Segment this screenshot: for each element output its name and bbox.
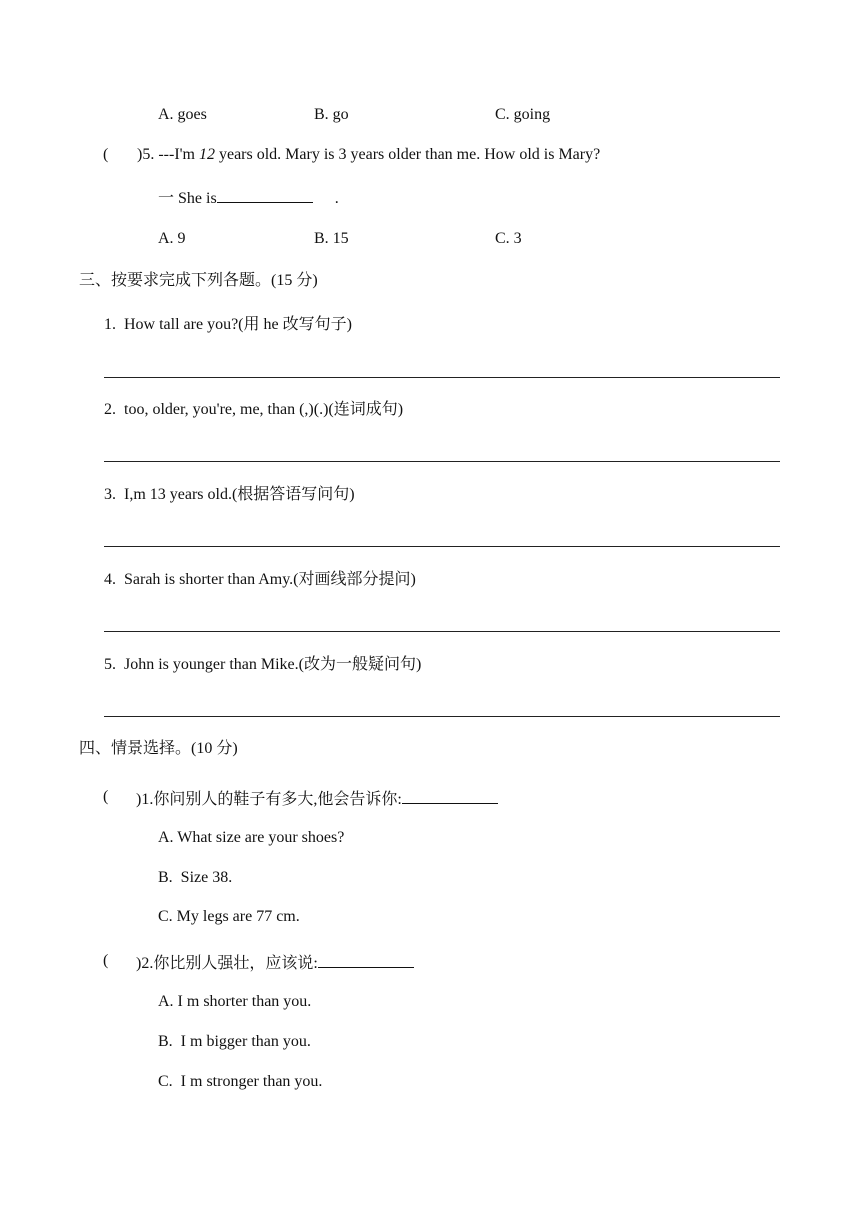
s4-q2-text: )2.你比别人强壮，应该说: — [136, 955, 318, 972]
answer-line-5 — [104, 716, 780, 717]
q5-option-a: A. 9 — [158, 230, 186, 247]
s4-q1-option-a: A. What size are your shoes? — [158, 829, 345, 846]
q4-option-b: B. go — [314, 106, 349, 123]
q5-option-c: C. 3 — [495, 230, 522, 247]
q5-option-b: B. 15 — [314, 230, 349, 247]
s4-q1-option-c: C. My legs are 77 cm. — [158, 908, 300, 925]
s4-q2-option-b: B. I m bigger than you. — [158, 1033, 311, 1050]
section3-item-2: 2. too, older, you're, me, than (,)(.)(连词成句) — [104, 401, 404, 418]
s4-q1-blank — [402, 787, 498, 804]
section3-item-1: 1. How tall are you?(用 he 改写句子) — [104, 316, 352, 333]
section3-item-4: 4. Sarah is shorter than Amy.(对画线部分提问) — [104, 571, 416, 588]
s4-q1-question — [136, 787, 498, 810]
s4-q2-question — [136, 951, 414, 974]
s4-q2-option-c: C. I m stronger than you. — [158, 1073, 323, 1090]
q5-blank — [217, 186, 313, 203]
section3-heading: 三、按要求完成下列各题。(15 分) — [79, 272, 318, 289]
q5-reply-end: . — [334, 190, 339, 207]
s4-q1-text: )1.你问别人的鞋子有多大,他会告诉你: — [136, 791, 402, 808]
s4-q2-blank — [318, 951, 414, 968]
q5-question — [137, 145, 600, 165]
q5-age: 12 — [198, 146, 215, 163]
q5-question-start: )5. ---I'm — [137, 146, 199, 163]
q4-option-c: C. going — [495, 106, 551, 123]
s4-q1-paren: ( — [103, 788, 109, 805]
section3-item-3: 3. I,m 13 years old.(根据答语写问句) — [104, 486, 355, 503]
q4-option-a: A. goes — [158, 106, 207, 123]
section3-item-5: 5. John is younger than Mike.(改为一般疑问句) — [104, 656, 422, 673]
q5-question-rest: years old. Mary is 3 years older than me. How old is Mary? — [214, 146, 601, 163]
answer-line-1 — [104, 377, 780, 378]
q5-answer-paren: ( — [103, 146, 109, 163]
s4-q1-option-b: B. Size 38. — [158, 869, 233, 886]
q5-reply-prefix: 一 She is — [158, 190, 217, 207]
s4-q2-paren: ( — [103, 952, 109, 969]
answer-line-2 — [104, 461, 780, 462]
section4-heading: 四、情景选择。(10 分) — [79, 740, 238, 757]
q5-reply — [158, 186, 339, 209]
answer-line-3 — [104, 546, 780, 547]
s4-q2-option-a: A. I m shorter than you. — [158, 993, 312, 1010]
answer-line-4 — [104, 631, 780, 632]
